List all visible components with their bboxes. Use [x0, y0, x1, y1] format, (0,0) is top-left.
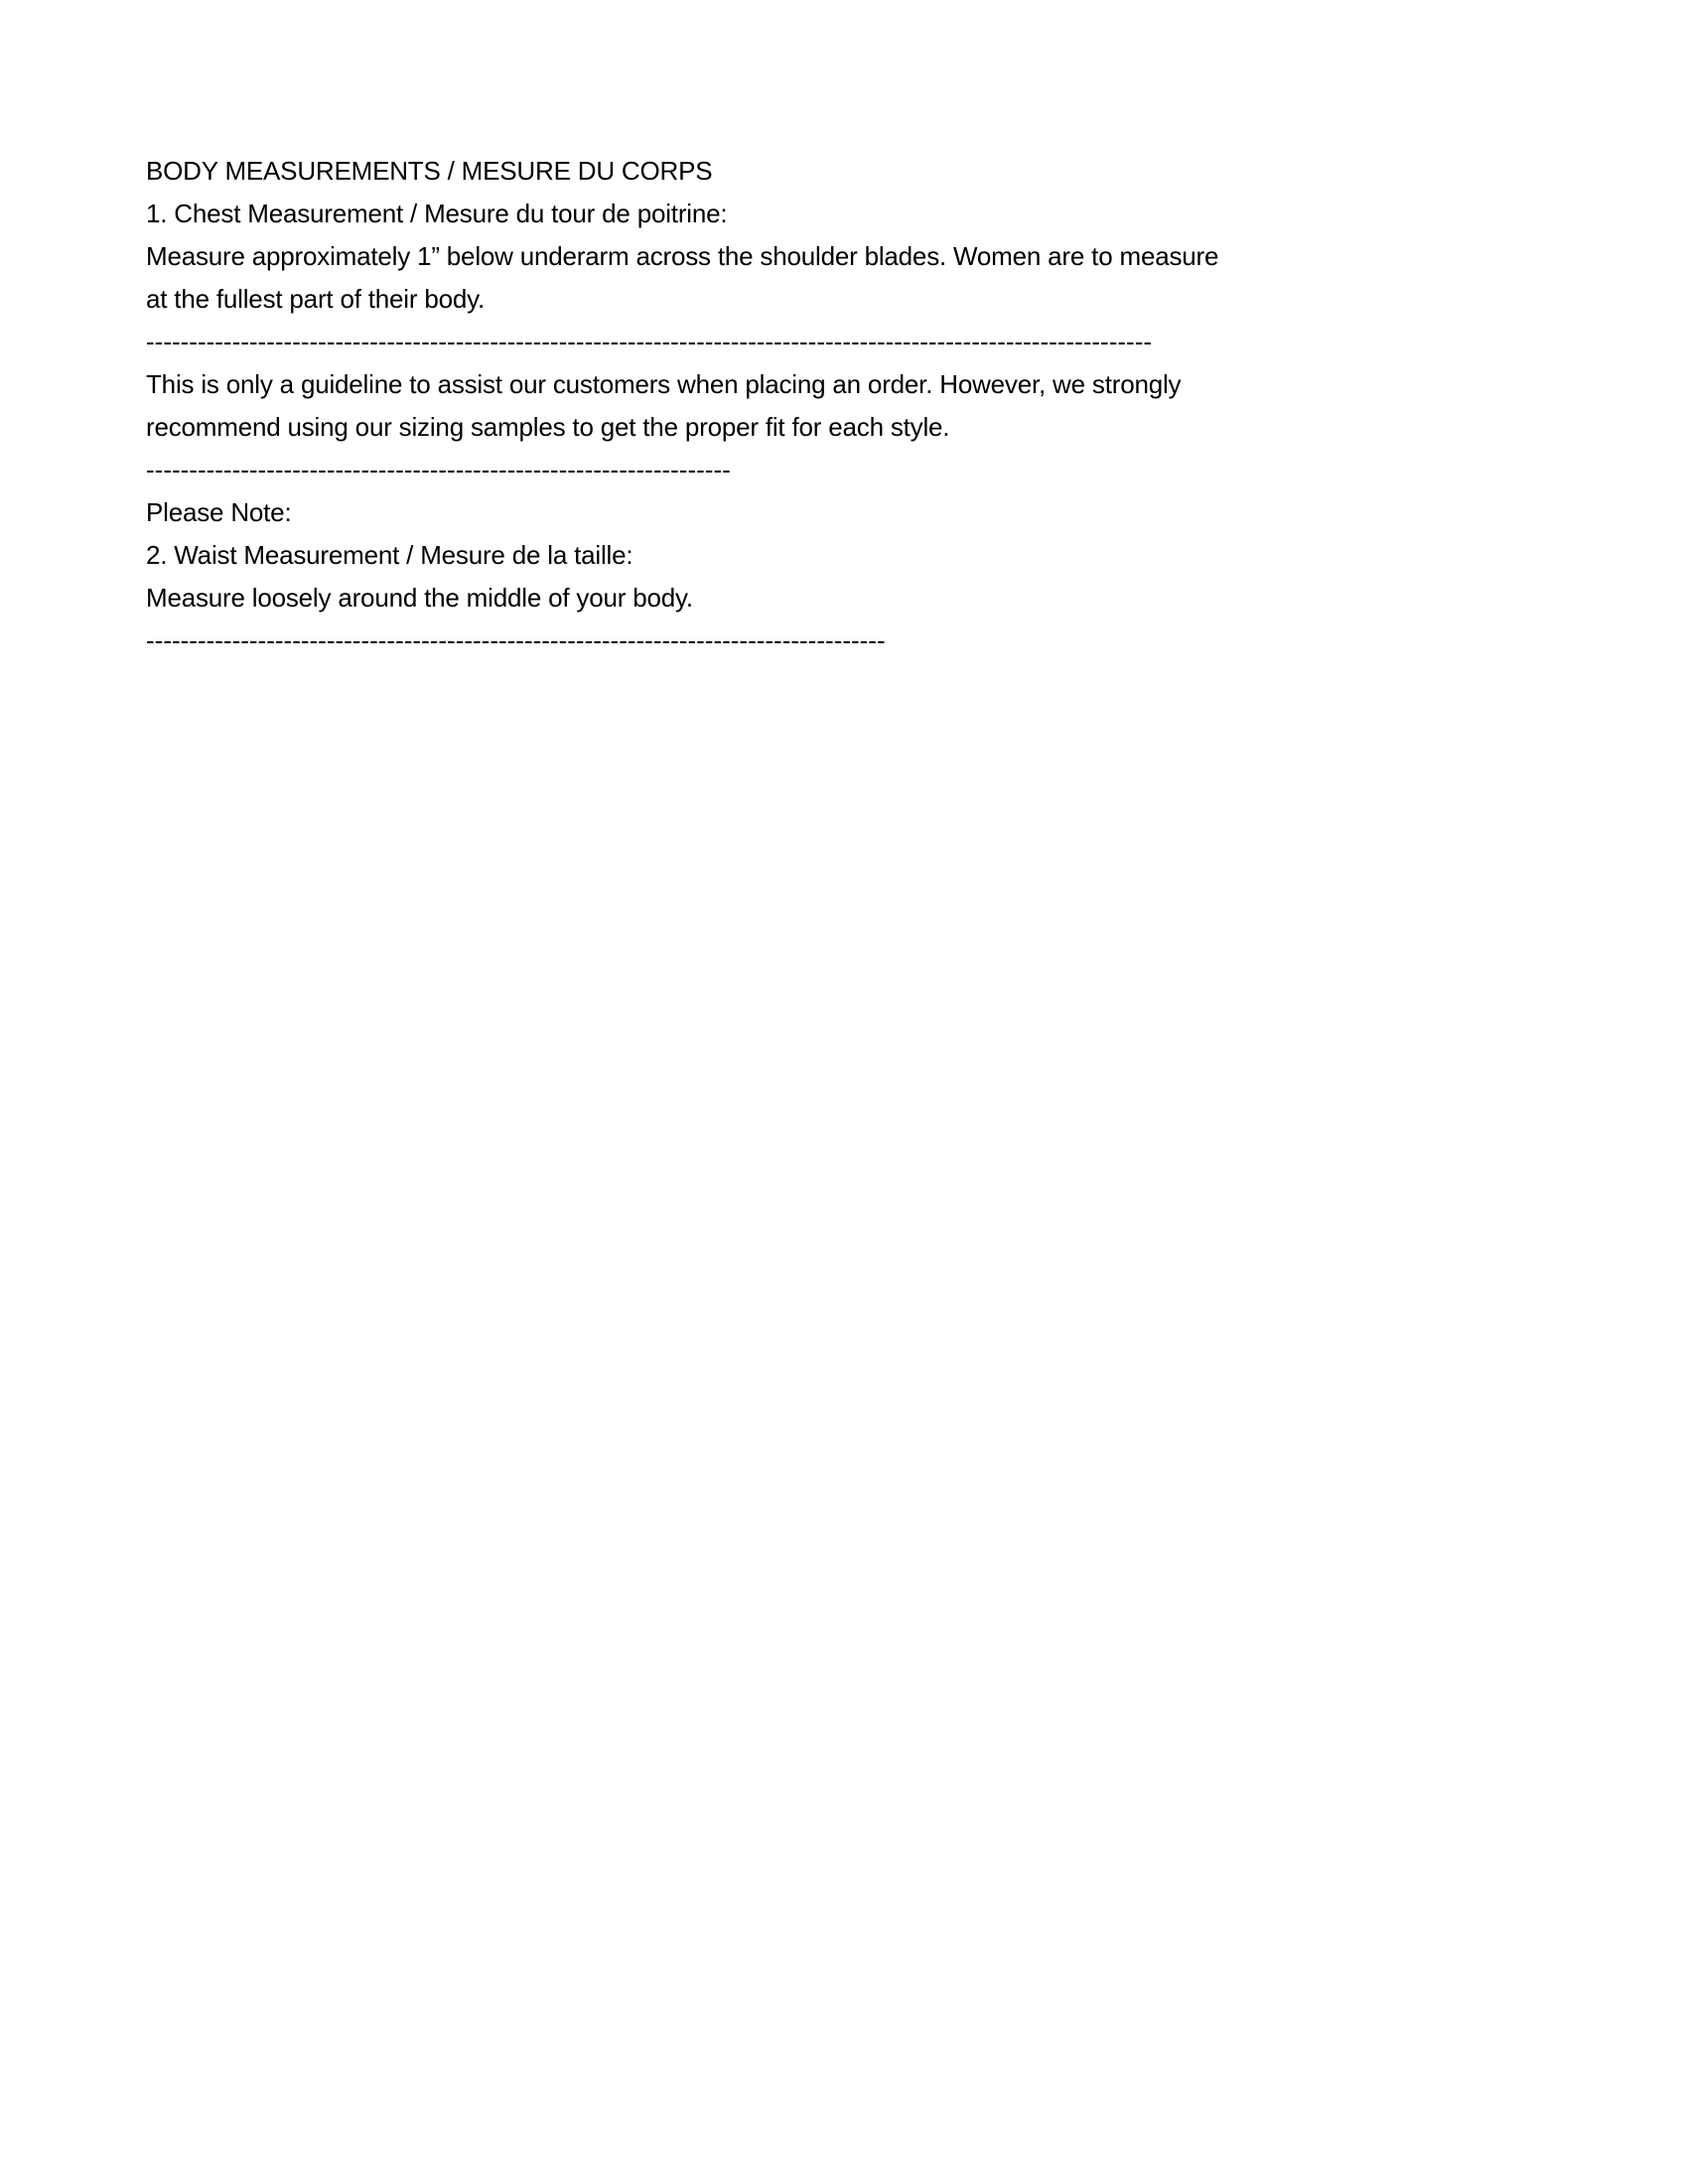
- section-1-body-line-1: Measure approximately 1” below underarm across the shoulder blades. Women are to measure: [146, 241, 1219, 271]
- section-1-body-line-2: at the fullest part of their body.: [146, 284, 486, 314]
- section-2-heading: 2. Waist Measurement / Mesure de la taille:: [146, 540, 633, 570]
- document-title: BODY MEASUREMENTS / MESURE DU CORPS: [146, 156, 713, 186]
- separator-line-3: --------------------------------------------------------------------------------------: [146, 625, 886, 655]
- section-1-heading: 1. Chest Measurement / Mesure du tour de poitrine:: [146, 199, 728, 228]
- section-2-body: Measure loosely around the middle of your body.: [146, 583, 693, 613]
- please-note-label: Please Note:: [146, 497, 292, 527]
- guideline-note-line-1: This is only a guideline to assist our customers when placing an order. However, we strongly: [146, 369, 1182, 399]
- separator-line-2: --------------------------------------------------------------------: [146, 455, 731, 484]
- document-content: [146, 150, 1556, 662]
- guideline-note-line-2: recommend using our sizing samples to get the proper fit for each style.: [146, 412, 950, 442]
- separator-line-1: ---------------------------------------------------------------------------------------------------------------------: [146, 327, 1153, 356]
